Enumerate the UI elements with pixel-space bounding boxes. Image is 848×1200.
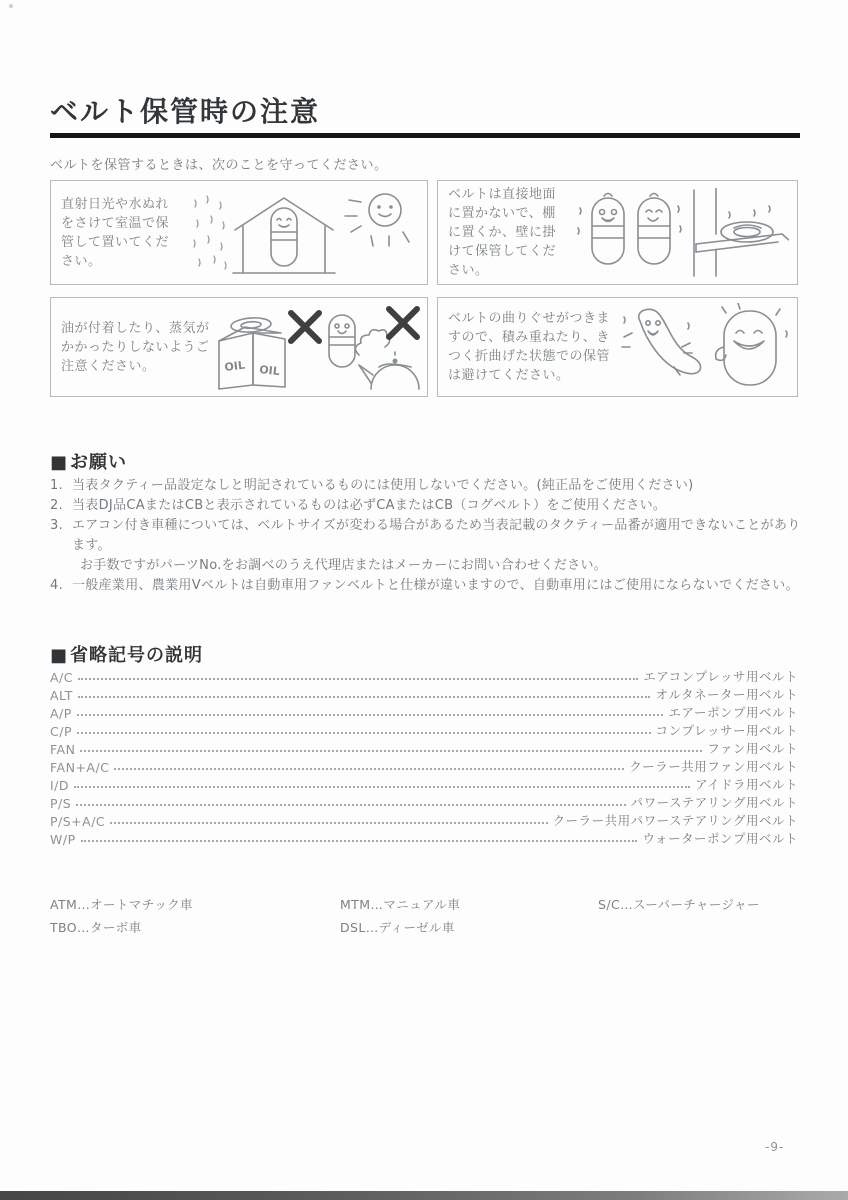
item-number: 1. — [50, 478, 64, 493]
dotted-leader — [76, 804, 625, 806]
abbreviation-meaning: コンプレッサー用ベルト — [655, 723, 798, 738]
precaution-box-oil-steam — [50, 297, 428, 397]
belts-on-wall-and-shelf-illustration — [564, 188, 789, 278]
legend-row — [50, 895, 810, 918]
abbreviation-code: A/P — [50, 706, 72, 721]
request-item — [50, 576, 810, 596]
legend-entry: TBO…ターボ車 — [50, 920, 142, 935]
page-title: ベルト保管時の注意 — [50, 95, 321, 128]
abbreviation-meaning: オルタネーター用ベルト — [655, 687, 798, 702]
abbreviation-heading-text: 省略記号の説明 — [70, 645, 204, 666]
abbreviation-code: W/P — [50, 832, 76, 847]
rain-house-sun-illustration — [177, 188, 417, 278]
dotted-leader — [80, 750, 702, 752]
item-text: 当表タクティー品設定なしと明記されているものには使用しないでください。(純正品をご使用ください) — [72, 478, 694, 493]
abbreviation-meaning: クーラー共用ファン用ベルト — [629, 759, 798, 774]
abbreviation-code: ALT — [50, 688, 73, 703]
abbreviation-row — [50, 740, 798, 758]
dotted-leader — [77, 714, 664, 716]
shelf-icon — [694, 188, 789, 276]
hanging-belt-icon — [578, 193, 624, 264]
oil-can-icon — [219, 317, 285, 389]
abbreviation-meaning: ウォーターポンプ用ベルト — [642, 831, 798, 846]
abbreviation-code: P/S — [50, 796, 72, 811]
title-underline-rule — [50, 133, 800, 138]
abbreviation-code: A/C — [50, 670, 73, 685]
abbreviation-meaning: パワーステアリング用ベルト — [630, 795, 798, 810]
abbreviation-list — [50, 668, 798, 848]
dotted-leader — [78, 696, 651, 698]
dotted-leader — [114, 768, 624, 770]
page-number: -9- — [765, 1140, 785, 1154]
legend-entry: MTM…マニュアル車 — [340, 897, 461, 912]
abbreviation-row — [50, 758, 798, 776]
precaution-box-bending — [437, 297, 798, 397]
oil-label: OIL — [223, 358, 246, 374]
steamed-belt-icon — [329, 315, 355, 367]
dotted-leader — [110, 822, 547, 824]
abbreviation-code: I/D — [50, 778, 70, 793]
dotted-leader — [77, 732, 651, 734]
abbreviation-code: FAN — [50, 742, 76, 757]
vehicle-legend — [50, 895, 810, 941]
request-list — [50, 476, 810, 596]
item-text-continuation: お手数ですがパーツNo.をお調べのうえ代理店またはメーカーにお問い合わせください。 — [80, 558, 608, 573]
abbreviation-row — [50, 794, 798, 812]
happy-belt-icon — [716, 303, 787, 385]
dotted-leader — [74, 786, 690, 788]
legend-entry: DSL…ディーゼル車 — [340, 920, 455, 935]
request-item — [50, 496, 810, 516]
abbreviation-code: FAN+A/C — [50, 760, 110, 775]
item-text: 一般産業用、農業用Vベルトは自動車用ファンベルトと仕様が違いますので、自動車用にはご使用にならないでください。 — [72, 578, 799, 593]
abbreviation-meaning: クーラー共用パワーステアリング用ベルト — [552, 813, 798, 828]
abbreviation-meaning: エアーポンプ用ベルト — [668, 705, 798, 720]
abbreviation-row — [50, 686, 798, 704]
precaution-box-sunlight-water — [50, 180, 428, 285]
scan-edge-bar — [0, 1191, 848, 1200]
square-bullet-icon: ■ — [50, 452, 69, 473]
precaution-text: ベルトの曲りぐせがつきますので、積み重ねたり、きつく折曲げた状態での保管は避けてください。 — [448, 311, 611, 383]
request-item — [50, 516, 810, 576]
sun-icon — [345, 194, 409, 246]
abbreviation-row — [50, 722, 798, 740]
cross-mark-icon — [389, 309, 417, 337]
abbreviation-row — [50, 830, 798, 848]
intro-text: ベルトを保管するときは、次のことを守ってください。 — [50, 158, 388, 173]
abbreviation-code: C/P — [50, 724, 72, 739]
rain-drops-icon — [194, 196, 226, 269]
legend-row — [50, 918, 810, 941]
abbreviation-meaning: ファン用ベルト — [707, 741, 798, 756]
abbreviation-row — [50, 812, 798, 830]
belt-character-icon — [271, 208, 297, 266]
oil-label: OIL — [258, 363, 281, 379]
scan-speck — [9, 4, 13, 8]
dotted-leader — [78, 678, 638, 680]
request-heading-text: お願い — [70, 452, 128, 473]
item-number: 3. — [50, 518, 64, 533]
item-text: エアコン付き車種については、ベルトサイズが変わる場合があるため当表記載のタクティー品番が適用できないことがあります。 — [72, 518, 801, 553]
precaution-box-shelf-wall — [437, 180, 798, 285]
abbreviation-row — [50, 668, 798, 686]
legend-entry: ATM…オートマチック車 — [50, 897, 193, 912]
house-icon — [233, 198, 335, 273]
bent-belt-and-happy-belt-illustration — [618, 303, 790, 391]
bent-belt-icon — [622, 309, 701, 375]
legend-entry: S/C…スーパーチャージャー — [598, 897, 760, 912]
precaution-text: 直射日光や水ぬれをさけて室温で保管して置いてください。 — [61, 196, 170, 269]
oil-and-steam-crossed-out-illustration — [211, 303, 421, 391]
abbreviation-meaning: アイドラ用ベルト — [695, 777, 798, 792]
cross-mark-icon — [291, 313, 319, 341]
abbreviation-row — [50, 704, 798, 722]
item-number: 4. — [50, 578, 64, 593]
item-number: 2. — [50, 498, 64, 513]
dotted-leader — [81, 840, 638, 842]
request-section-heading — [50, 448, 127, 474]
abbreviation-section-heading — [50, 641, 203, 667]
precaution-text: 油が付着したり、蒸気がかかったりしないようご注意ください。 — [61, 320, 210, 374]
square-bullet-icon: ■ — [50, 645, 69, 666]
hanging-belt-icon — [638, 193, 681, 264]
item-text: 当表DJ品CAまたはCBと表示されているものは必ずCAまたはCB（コグベルト）をご使用ください。 — [72, 498, 667, 513]
abbreviation-meaning: エアコンプレッサ用ベルト — [643, 669, 798, 684]
abbreviation-code: P/S+A/C — [50, 814, 106, 829]
request-item — [50, 476, 810, 496]
abbreviation-row — [50, 776, 798, 794]
precaution-text: ベルトは直接地面に置かないで、棚に置くか、壁に掛けて保管してください。 — [448, 187, 557, 278]
